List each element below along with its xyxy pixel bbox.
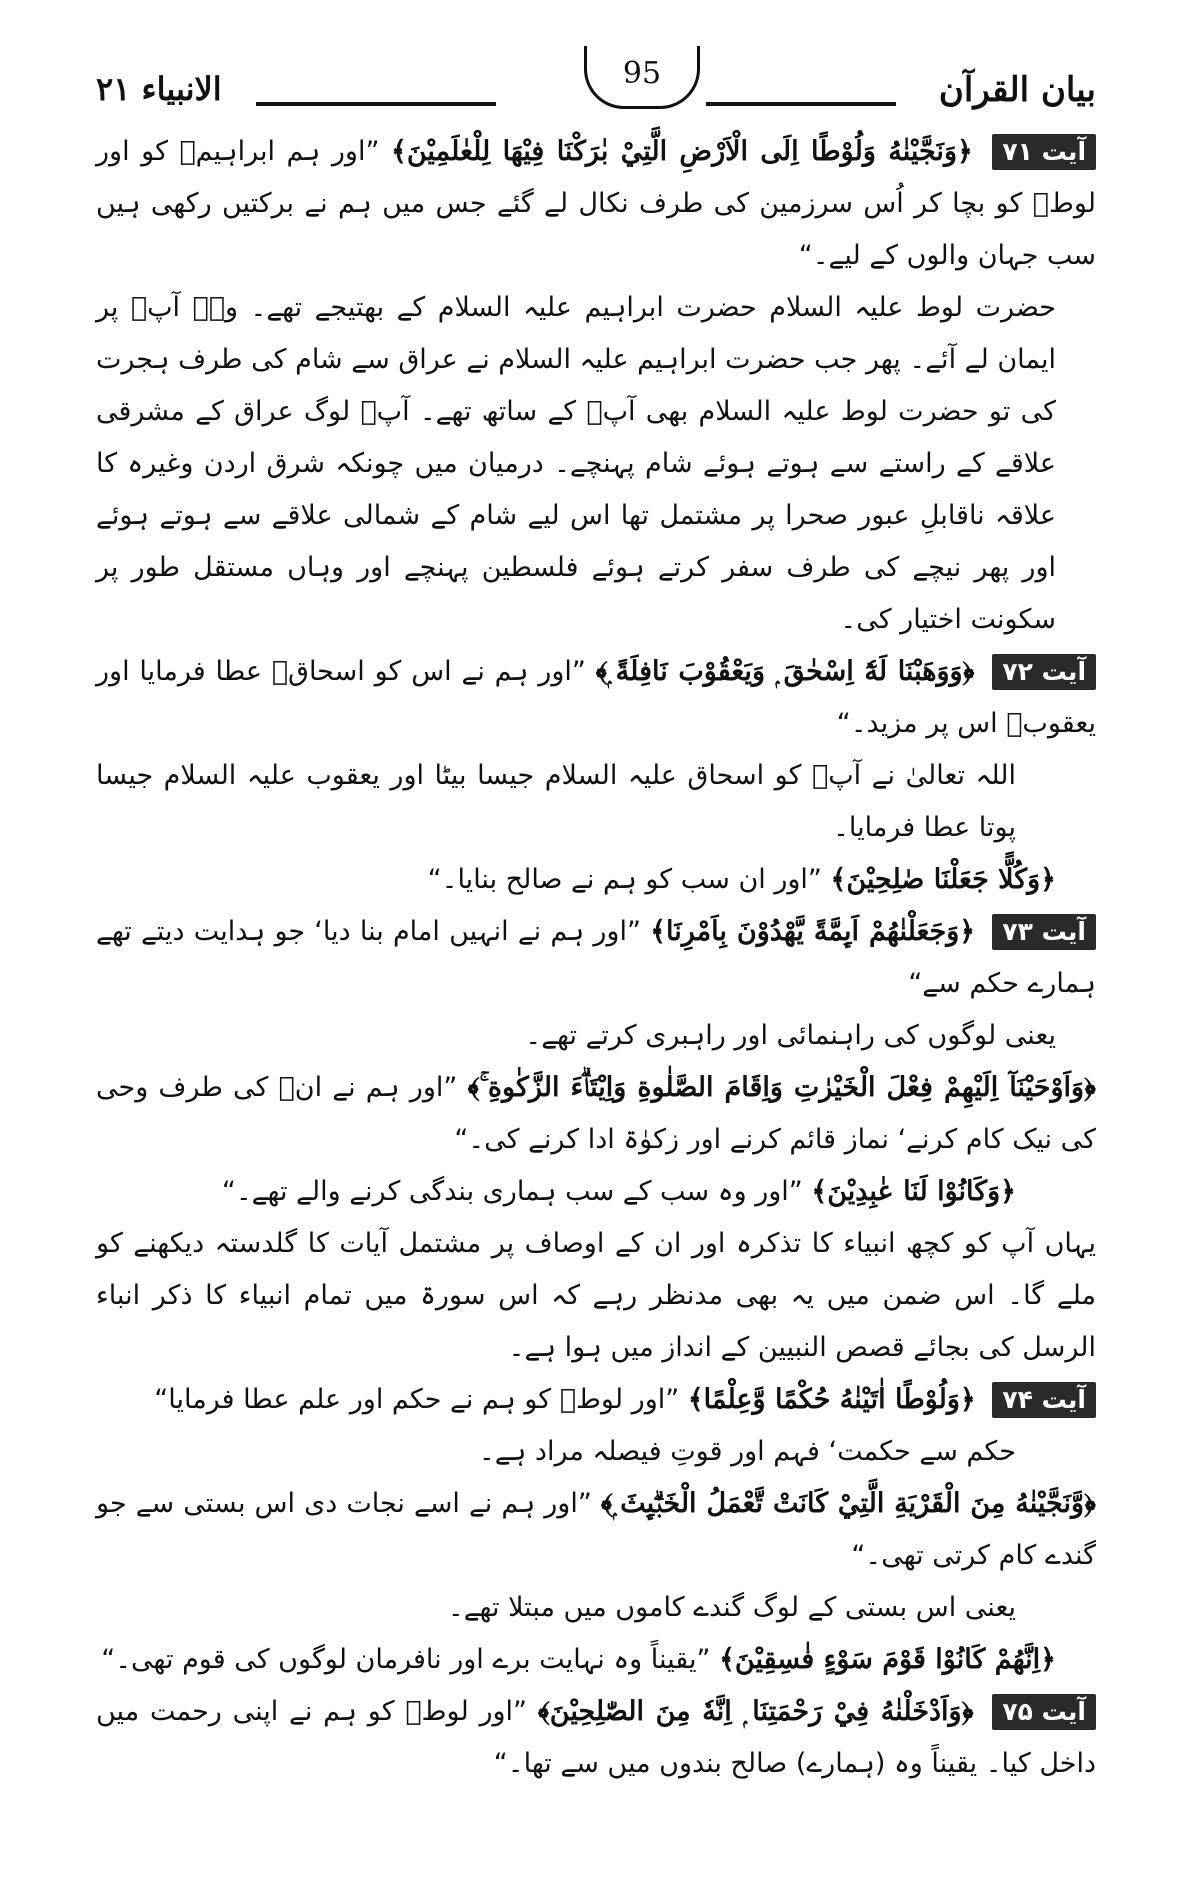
verse-translation: ”اور ان سب کو ہم نے صالح بنایا۔“: [427, 864, 822, 895]
arabic-verse: ﴿وَوَهَبْنَا لَهٗٓ اِسْحٰقَ ۭ وَيَعْقُوْبَ نَافِلَةً ۭ﴾: [595, 656, 975, 687]
ayah-number-badge: آیت ۷۴: [992, 1382, 1096, 1418]
verse-fragment: [96, 1166, 1096, 1218]
verse-translation: ”اور وہ سب کے سب ہماری بندگی کرنے والے تھے۔“: [221, 1176, 803, 1207]
commentary-paragraph: حکم سے حکمت‘ فہم اور قوتِ فیصلہ مراد ہے۔: [478, 1436, 1016, 1467]
arabic-verse: ﴿وَّنَجَّيْنٰهُ مِنَ الْقَرْيَةِ الَّتِيْ كَانَتْ تَّعْمَلُ الْخَبٰۗىِٕثَ ۭ﴾: [600, 1488, 1096, 1519]
verse-translation: ”یقیناً وہ نہایت برے اور نافرمان لوگوں کی قوم تھی۔“: [101, 1644, 711, 1675]
verse-fragment: [96, 854, 1096, 906]
commentary-paragraph: یعنی اس بستی کے لوگ گندے کاموں میں مبتلا تھے۔: [447, 1592, 1016, 1623]
ayah-number-badge: آیت ۷۵: [992, 1694, 1096, 1730]
commentary-paragraph: حضرت لوط علیہ السلام حضرت ابراہیم علیہ السلام کے بھتیجے تھے۔ وہؑ آپؑ پر ایمان لے آئے۔ پھر جب حضرت ابراہیم علیہ السلام نے عراق سے شام کی طرف ہجرت کی تو حضرت لوط علیہ السلام بھی آپؑ کے ساتھ تھے۔ آپؑ لوگ عراق کے مشرقی علاقے کے راستے سے ہوتے ہوئے شام پہنچے۔ درمیان میں چونکہ شرق اردن وغیرہ کا علاقہ ناقابلِ عبور صحرا پر مشتمل تھا اس لیے شام کے شمالی علاقے سے ہوتے ہوئے اور پھر نیچے کی طرف سفر کرتے ہوئے فلسطین پہنچے اور وہاں مستقل طور پر سکونت اختیار کی۔: [96, 292, 1056, 635]
arabic-verse: ﴿اِنَّهُمْ كَانُوْا قَوْمَ سَوْءٍ فٰسِقِيْنَ﴾: [719, 1644, 1056, 1675]
arabic-verse: ﴿وَكُلًّا جَعَلْنَا صٰلِحِيْنَ﴾: [830, 864, 1056, 895]
ayah-block-71: [96, 126, 1096, 282]
commentary-paragraph: یہاں آپ کو کچھ انبیاء کا تذکرہ اور ان کے اوصاف پر مشتمل آیات کا گلدستہ دیکھنے کو ملے گا۔ اس ضمن میں یہ بھی مدنظر رہے کہ اس سورۃ میں تمام انبیاء کا ذکر انباء الرسل کی بجائے قصص النبیین کے انداز میں ہوا ہے۔: [96, 1228, 1096, 1363]
commentary-paragraph: اللہ تعالیٰ نے آپؑ کو اسحاق علیہ السلام جیسا بیٹا اور یعقوب علیہ السلام جیسا پوتا عطا فرمایا۔: [96, 760, 1016, 843]
ayah-number-badge: آیت ۷۲: [992, 654, 1096, 690]
verse-fragment: [96, 1634, 1096, 1686]
header-rule-left: [256, 102, 496, 106]
verse-fragment: [96, 1062, 1096, 1166]
verse-translation: ”اور ہم نے انہیں امام بنا دیا‘ جو ہدایت دیتے تھے ہمارے حکم سے“: [96, 916, 1096, 999]
arabic-verse: ﴿وَجَعَلْنٰهُمْ اَىِٕمَّةً يَّهْدُوْنَ بِاَمْرِنَا﴾: [650, 916, 976, 947]
arabic-verse: ﴿وَاَوْحَيْنَآ اِلَيْهِمْ فِعْلَ الْخَيْرٰتِ وَاِقَامَ الصَّلٰوةِ وَاِيْتَاۗءَ الزَّكٰوةِ ۚ﴾: [467, 1072, 1097, 1103]
verse-translation: ”اور ہم نے اس کو اسحاقؑ عطا فرمایا اور یعقوبؑ اس پر مزید۔“: [96, 656, 1096, 739]
verse-translation: ”اور ہم نے اسے نجات دی اس بستی سے جو گندے کام کرتی تھی۔“: [96, 1488, 1096, 1571]
arabic-verse: ﴿وَكَانُوْا لَنَا عٰبِدِيْنَ﴾: [811, 1176, 1016, 1207]
ayah-block-75: [96, 1686, 1096, 1790]
arabic-verse: ﴿وَاَدْخَلْنٰهُ فِيْ رَحْمَتِنَا ۭ اِنَّهٗ مِنَ الصّٰلِحِيْنَ﴾: [537, 1696, 974, 1727]
verse-translation: ”اور ہم نے انؑ کی طرف وحی کی نیک کام کرنے‘ نماز قائم کرنے اور زکوٰۃ ادا کرنے کی۔“: [96, 1072, 1096, 1155]
arabic-verse: ﴿وَلُوْطًا اٰتَيْنٰهُ حُكْمًا وَّعِلْمًا﴾: [687, 1384, 976, 1415]
running-header: [96, 40, 1096, 126]
verse-translation: ”اور لوطؑ کو ہم نے حکم اور علم عطا فرمایا“: [154, 1384, 680, 1415]
verse-translation: ”اور لوطؑ کو ہم نے اپنی رحمت میں داخل کیا۔ یقیناً وہ (ہمارے) صالح بندوں میں سے تھا۔“: [96, 1696, 1096, 1779]
ayah-number-badge: آیت ۷۳: [992, 914, 1096, 950]
page-number: 95: [584, 46, 700, 109]
verse-translation: ”اور ہم ابراہیمؑ کو اور لوطؑ کو بچا کر اُس سرزمین کی طرف نکال لے گئے جس میں ہم نے برکتیں رکھی ہیں سب جہان والوں کے لیے۔“: [96, 136, 1096, 271]
ayah-block-73: [96, 906, 1096, 1010]
ayah-block-74: [96, 1374, 1096, 1426]
surah-title: الانبیاء ۲۱: [96, 70, 222, 108]
book-title: بیان القرآن: [938, 70, 1096, 110]
verse-fragment: [96, 1478, 1096, 1582]
commentary-paragraph: یعنی لوگوں کی راہنمائی اور راہبری کرتے تھے۔: [525, 1020, 1056, 1051]
ayah-number-badge: آیت ۷۱: [992, 134, 1096, 170]
header-rule-right: [706, 102, 896, 106]
ayah-block-72: [96, 646, 1096, 750]
arabic-verse: ﴿وَنَجَّيْنٰهُ وَلُوْطًا اِلَى الْاَرْضِ الَّتِيْ بٰرَكْنَا فِيْهَا لِلْعٰلَمِيْنَ﴾: [391, 136, 973, 167]
